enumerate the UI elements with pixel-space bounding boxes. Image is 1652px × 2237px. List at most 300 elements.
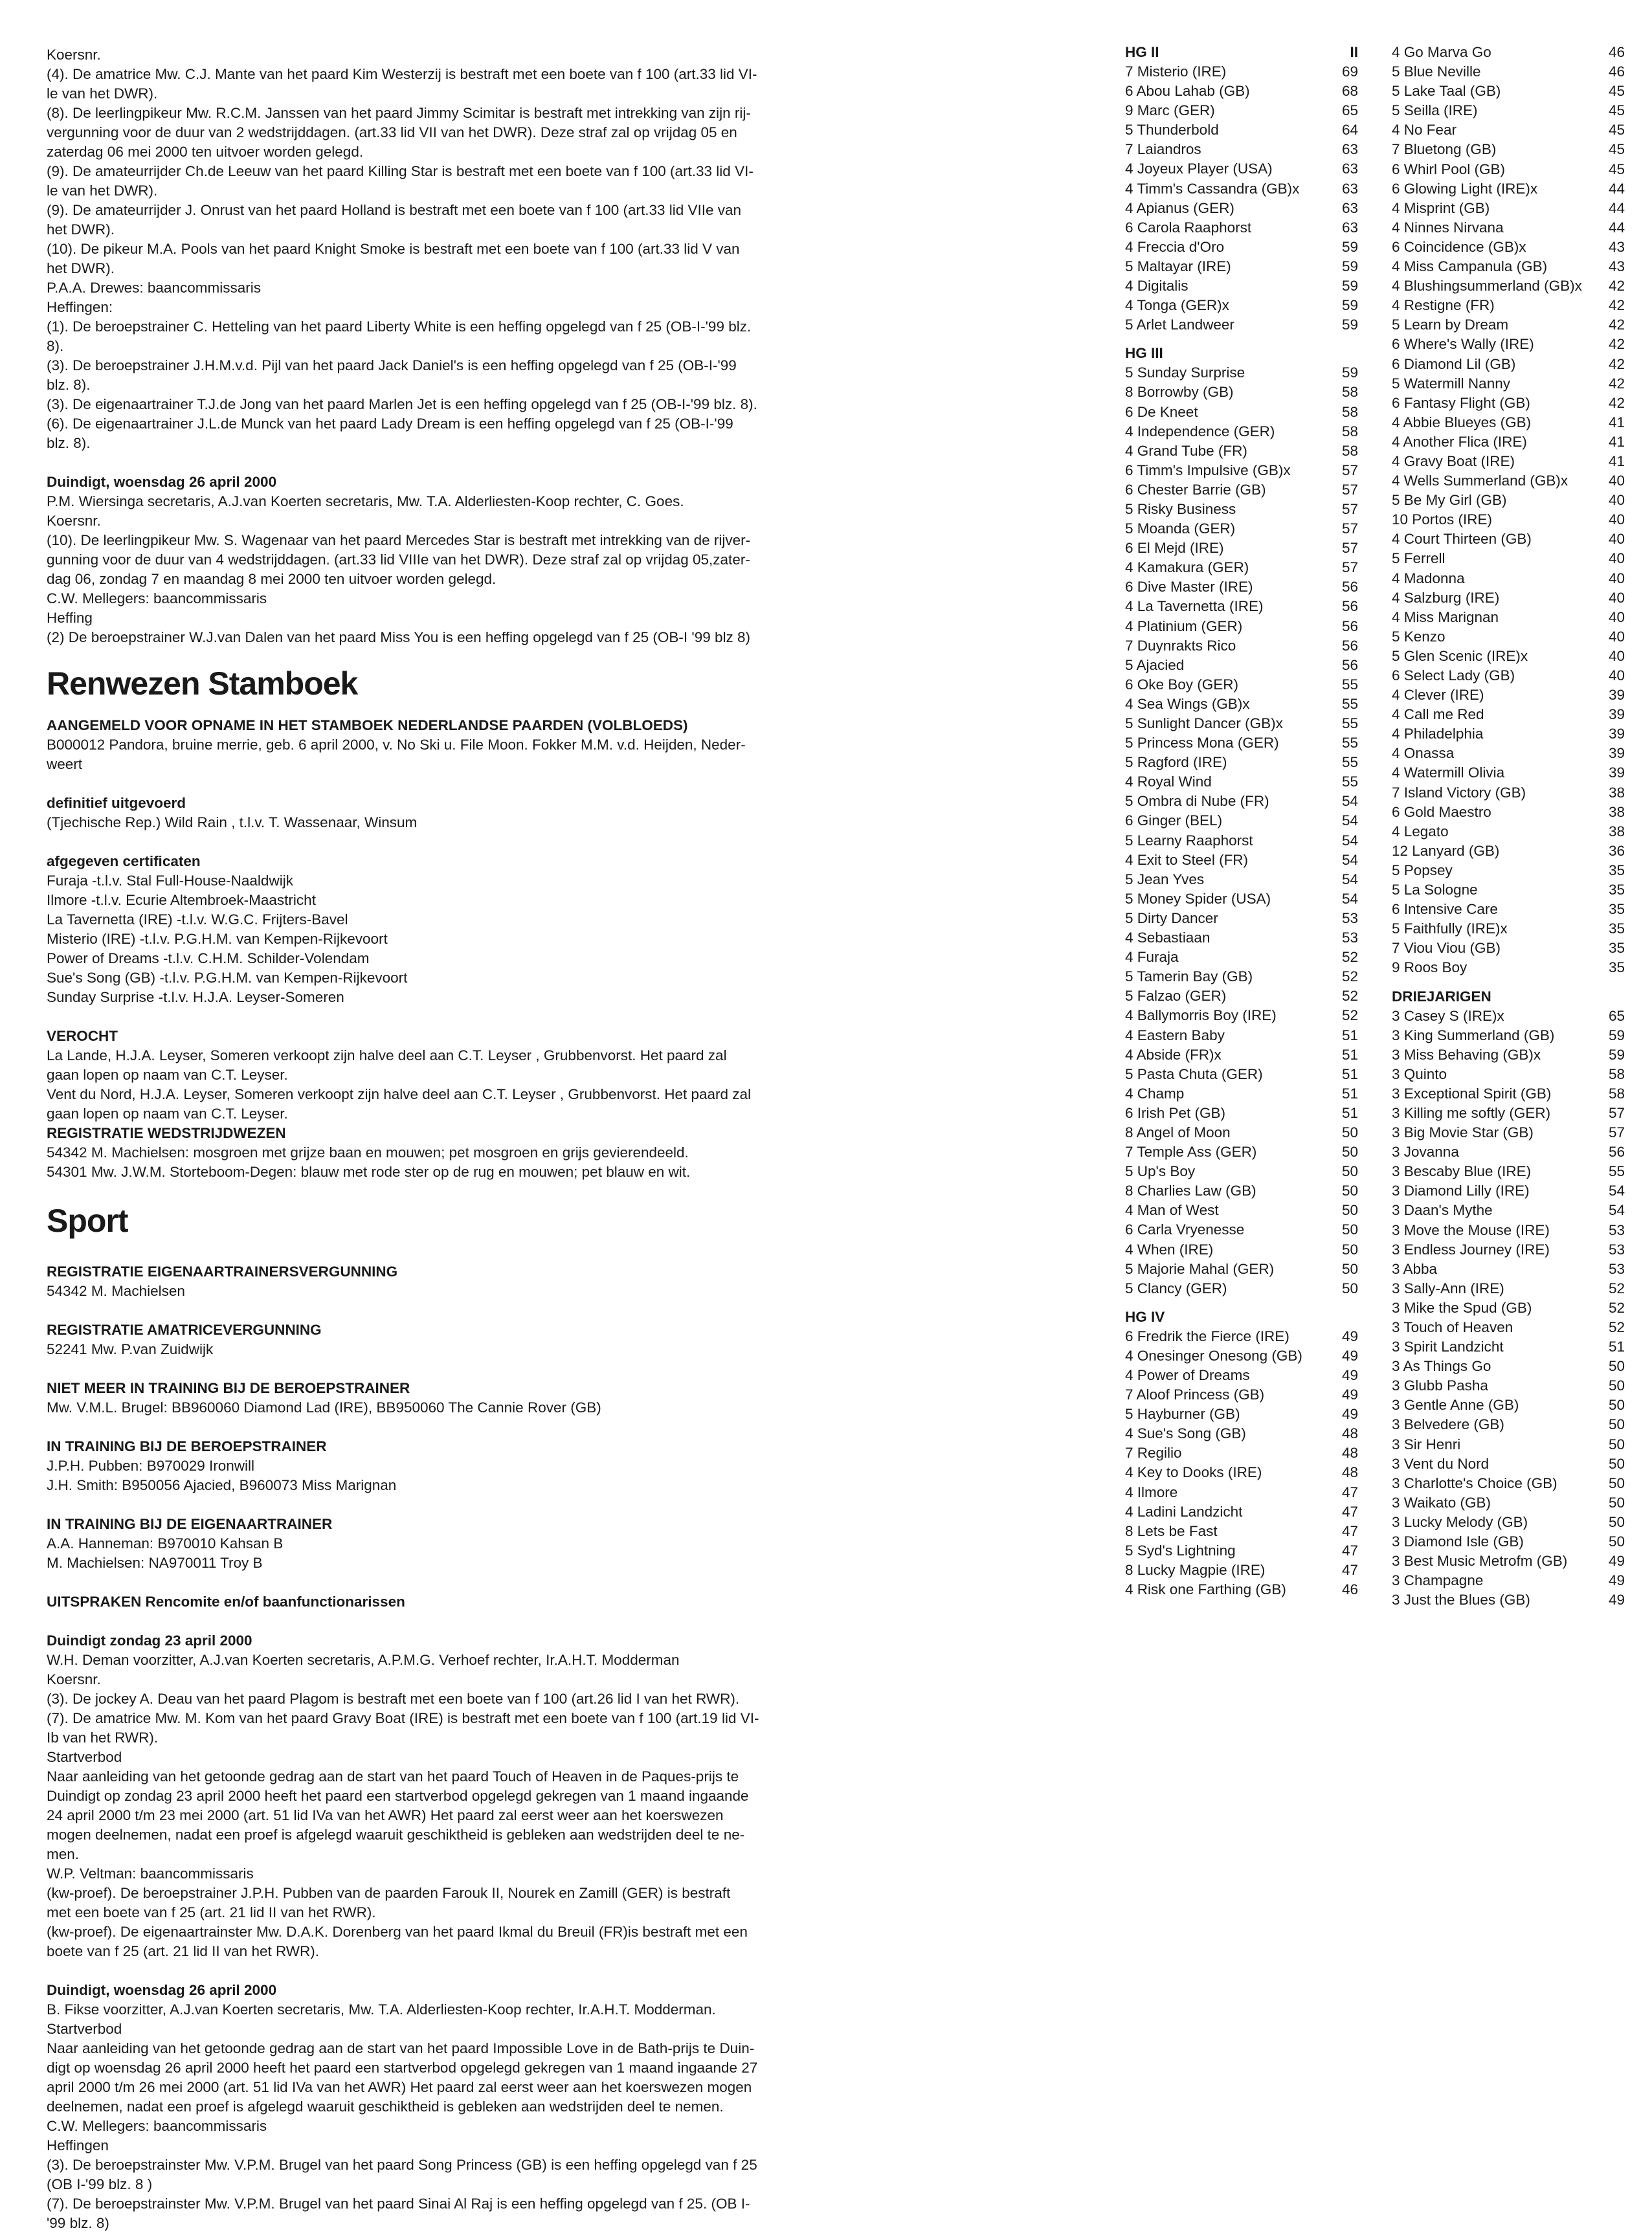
rating-row: [1392, 529, 1625, 549]
rating-row: [1125, 363, 1358, 383]
text-line: Sue's Song (GB) -t.l.v. P.G.H.M. van Kempen-Rijkevoort: [47, 970, 408, 986]
horse-name: 4 No Fear: [1392, 122, 1457, 139]
sport-block-line: 52241 Mw. P.van Zuidwijk: [47, 1341, 214, 1357]
horse-name: 8 Charlies Law (GB): [1125, 1183, 1256, 1199]
rating-row: [1125, 617, 1358, 636]
rating-row: [1392, 1435, 1625, 1454]
rating-row: [1392, 1201, 1625, 1220]
aangemeld-title: AANGEMELD VOOR OPNAME IN HET STAMBOEK NEDERLANDSE PAARDEN (VOLBLOEDS): [47, 717, 688, 733]
horse-name: 6 Chester Barrie (GB): [1125, 481, 1266, 498]
rating-value: 59: [1341, 278, 1358, 295]
text-line: digt op woensdag 26 april 2000 heeft het paard een startverbod opgelegd gekregen van 1 maand ingaande 27: [47, 2060, 758, 2076]
rating-value: 54: [1608, 1183, 1625, 1199]
left-column: [47, 45, 827, 2233]
spacer: [1125, 1298, 1358, 1308]
rating-row: [1125, 597, 1358, 616]
rating-value: 52: [1608, 1299, 1625, 1316]
horse-name: 4 Eastern Baby: [1125, 1027, 1225, 1043]
text-line: dag 06, zondag 7 en maandag 8 mei 2000 ten uitvoer worden gelegd.: [47, 571, 497, 587]
rating-value: 58: [1608, 1065, 1625, 1082]
horse-name: 4 Court Thirteen (GB): [1392, 531, 1532, 548]
horse-name: 4 Ninnes Nirvana: [1392, 219, 1504, 236]
definitief-text: [47, 813, 827, 832]
horse-name: 5 Syd's Lightning: [1125, 1542, 1236, 1559]
rating-row: [1125, 1220, 1358, 1240]
horse-name: 8 Borrowby (GB): [1125, 384, 1234, 401]
rating-value: 38: [1608, 823, 1625, 840]
text-line: deelnemen, nadat een proef is afgelegd waaruit geschiktheid is gebleken aan wedstrijden deel te nemen.: [47, 2098, 724, 2115]
rating-value: 40: [1608, 667, 1625, 684]
horse-name: 5 Arlet Landweer: [1125, 317, 1234, 333]
rating-value: 35: [1608, 882, 1625, 898]
rating-value: 49: [1341, 1367, 1358, 1383]
rating-value: 50: [1608, 1436, 1625, 1452]
rating-row: [1125, 889, 1358, 909]
rating-value: 57: [1608, 1104, 1625, 1121]
rating-row: [1392, 1532, 1625, 1552]
horse-name: 5 Popsey: [1392, 862, 1453, 878]
rating-row: [1392, 958, 1625, 977]
horse-name: 5 Ragford (IRE): [1125, 754, 1227, 771]
horse-name: 3 Spirit Landzicht: [1392, 1339, 1504, 1355]
text-line: (3). De eigenaartrainer T.J.de Jong van het paard Marlen Jet is een heffing opgelegd van f 25 (OB-I-'99 blz. 8).: [47, 396, 757, 412]
horse-name: 5 Dirty Dancer: [1125, 909, 1218, 926]
rating-row: [1125, 1201, 1358, 1220]
text-line: 8).: [47, 338, 64, 354]
spacer: [47, 1253, 827, 1262]
rating-value: 63: [1341, 141, 1358, 158]
rating-row: [1392, 608, 1625, 627]
rating-row: [1125, 1162, 1358, 1181]
text-line: gaan lopen op naam van C.T. Leyser.: [47, 1067, 288, 1083]
text-line: het DWR).: [47, 221, 115, 238]
text-line: blz. 8).: [47, 435, 91, 451]
rating-value: 49: [1341, 1347, 1358, 1364]
horse-name: 5 Falzao (GER): [1125, 988, 1227, 1005]
text-line: B. Fikse voorzitter, A.J.van Koerten secretaris, Mw. T.A. Alderliesten-Koop rechter, Ir.A.H.T. Modderman.: [47, 2001, 716, 2018]
rating-row: [1125, 1123, 1358, 1142]
rating-row: [1392, 1318, 1625, 1337]
rating-row: [1392, 1493, 1625, 1513]
text-line: La Tavernetta (IRE) -t.l.v. W.G.C. Frijters-Bavel: [47, 911, 348, 928]
rating-row: [1392, 861, 1625, 880]
rating-value: 52: [1608, 1319, 1625, 1335]
horse-name: 3 Just the Blues (GB): [1392, 1592, 1530, 1608]
rating-value: 53: [1608, 1260, 1625, 1277]
rating-row: [1125, 383, 1358, 402]
spacer: [47, 1961, 827, 1981]
horse-name: 3 Vent du Nord: [1392, 1455, 1490, 1472]
rating-value: 45: [1608, 122, 1625, 139]
rating-value: 40: [1608, 589, 1625, 606]
hg3-title: HG III: [1125, 345, 1163, 362]
rating-value: 43: [1608, 238, 1625, 255]
text-line: Startverbod: [47, 2021, 122, 2037]
rating-row: [1392, 1221, 1625, 1240]
rating-value: 50: [1341, 1202, 1358, 1219]
horse-name: 5 Money Spider (USA): [1125, 890, 1271, 907]
rating-row: [1125, 403, 1358, 422]
rating-row: [1125, 772, 1358, 792]
spacer: [47, 453, 827, 473]
text-line: (2) De beroepstrainer W.J.van Dalen van het paard Miss You is een heffing opgelegd van f 25 (OB-I '99 blz 8): [47, 629, 751, 645]
rating-row: [1125, 792, 1358, 811]
horse-name: 3 Abba: [1392, 1260, 1438, 1277]
horse-name: 5 Learn by Dream: [1392, 317, 1509, 333]
spacer: [47, 1495, 827, 1515]
horse-name: 3 King Summerland (GB): [1392, 1027, 1555, 1043]
rating-value: 40: [1608, 647, 1625, 664]
rating-value: 47: [1341, 1522, 1358, 1539]
definitief-title: definitief uitgevoerd: [47, 795, 186, 811]
horse-name: 5 Learny Raaphorst: [1125, 832, 1253, 849]
rating-row: [1125, 948, 1358, 967]
horse-name: 5 Risky Business: [1125, 500, 1236, 517]
horse-name: 4 Madonna: [1392, 570, 1465, 586]
horse-name: 7 Laiandros: [1125, 141, 1201, 158]
horse-name: 6 Ginger (BEL): [1125, 812, 1223, 829]
horse-name: 6 Glowing Light (IRE)x: [1392, 180, 1538, 197]
rating-row: [1392, 1415, 1625, 1434]
text-line: Naar aanleiding van het getoonde gedrag aan de start van het paard Touch of Heaven in de Paques-prijs te: [47, 1768, 739, 1785]
rating-row: [1392, 276, 1625, 296]
horse-name: 6 Gold Maestro: [1392, 803, 1491, 820]
rating-value: 47: [1341, 1484, 1358, 1500]
rating-value: 50: [1608, 1533, 1625, 1550]
horse-name: 5 Seilla (IRE): [1392, 102, 1478, 119]
rating-row: [1392, 1260, 1625, 1279]
text-line: Heffing: [47, 610, 93, 626]
rating-row: [1392, 1454, 1625, 1474]
rating-value: 50: [1608, 1475, 1625, 1491]
horse-name: 8 Lets be Fast: [1125, 1522, 1218, 1539]
horse-name: 6 Where's Wally (IRE): [1392, 336, 1534, 353]
text-line: Duindigt op zondag 23 april 2000 heeft het paard een startverbod opgelegd gekregen van 1 maand ingaande: [47, 1788, 749, 1804]
intro-text: [47, 45, 827, 453]
duindigt-26-april-title: Duindigt, woensdag 26 april 2000: [47, 474, 277, 490]
horse-name: 4 Legato: [1392, 823, 1449, 840]
rating-row: [1392, 627, 1625, 647]
horse-name: 3 Mike the Spud (GB): [1392, 1299, 1532, 1316]
duindigt-23-april-text: [47, 1651, 827, 1961]
aangemeld-text: [47, 735, 827, 774]
rating-row: [1392, 1571, 1625, 1590]
rating-row: [1392, 724, 1625, 744]
horse-name: 3 Best Music Metrofm (GB): [1392, 1553, 1568, 1570]
rating-value: 52: [1341, 949, 1358, 966]
rating-row: [1125, 179, 1358, 199]
text-line: men.: [47, 1846, 80, 1862]
horse-name: 5 Princess Mona (GER): [1125, 735, 1279, 751]
rating-value: 64: [1341, 122, 1358, 139]
horse-name: 4 Furaja: [1125, 949, 1179, 966]
rating-row: [1125, 1405, 1358, 1424]
horse-name: 5 Ombra di Nube (FR): [1125, 793, 1269, 810]
rating-value: 53: [1608, 1221, 1625, 1238]
rating-value: 50: [1608, 1494, 1625, 1511]
horse-name: 6 Coincidence (GB)x: [1392, 238, 1526, 255]
text-line: (6). De eigenaartrainer J.L.de Munck van het paard Lady Dream is een heffing opgelegd van f 25 (OB-I-'99: [47, 416, 733, 432]
rating-value: 35: [1608, 901, 1625, 918]
rating-row: [1125, 1240, 1358, 1260]
horse-name: 4 Exit to Steel (FR): [1125, 851, 1249, 868]
rating-value: 35: [1608, 940, 1625, 957]
horse-name: 3 Diamond Lilly (IRE): [1392, 1183, 1530, 1199]
registratie-wedstrijdwezen-title: REGISTRATIE WEDSTRIJDWEZEN: [47, 1125, 286, 1141]
text-line: W.P. Veltman: baancommissaris: [47, 1865, 254, 1882]
text-line: W.H. Deman voorzitter, A.J.van Koerten secretaris, A.P.M.G. Verhoef rechter, Ir.A.H.T. Modderman: [47, 1652, 680, 1668]
rating-value: 54: [1608, 1202, 1625, 1219]
driejarigen-list: [1392, 1007, 1625, 1610]
rating-row: [1125, 1443, 1358, 1463]
rating-row: [1125, 1084, 1358, 1104]
duindigt-23-april-title: Duindigt zondag 23 april 2000: [47, 1632, 252, 1649]
text-line: (3). De beroepstrainster Mw. V.P.M. Brugel van het paard Song Princess (GB) is een heffing opgelegd van f 25: [47, 2157, 757, 2173]
rating-value: 38: [1608, 803, 1625, 820]
rating-value: 57: [1341, 500, 1358, 517]
horse-name: 6 Carla Vryenesse: [1125, 1221, 1245, 1238]
text-line: (Tjechische Rep.) Wild Rain , t.l.v. T. Wassenaar, Winsum: [47, 814, 418, 830]
duindigt-26-april-sport-title: Duindigt, woensdag 26 april 2000: [47, 1982, 277, 1998]
horse-name: 4 Sebastiaan: [1125, 929, 1211, 946]
rating-row: [1392, 1474, 1625, 1493]
rating-value: 35: [1608, 862, 1625, 878]
horse-name: 5 Clancy (GER): [1125, 1280, 1227, 1297]
horse-name: 4 Champ: [1125, 1085, 1185, 1102]
horse-name: 9 Marc (GER): [1125, 102, 1215, 119]
rating-row: [1125, 257, 1358, 276]
rating-value: 57: [1341, 559, 1358, 576]
horse-name: 6 Dive Master (IRE): [1125, 579, 1253, 595]
rating-row: [1125, 1522, 1358, 1541]
rating-row: [1125, 1366, 1358, 1385]
rating-value: 50: [1341, 1144, 1358, 1161]
rating-value: 50: [1608, 1397, 1625, 1414]
sport-block-title: REGISTRATIE AMATRICEVERGUNNING: [47, 1322, 322, 1338]
rating-value: 44: [1608, 180, 1625, 197]
horse-name: 4 Philadelphia: [1392, 726, 1484, 742]
hg2-title: HG II: [1125, 44, 1159, 60]
horse-name: 6 Select Lady (GB): [1392, 667, 1515, 684]
rating-value: 50: [1608, 1377, 1625, 1394]
hg4-list: [1125, 1327, 1358, 1599]
horse-name: 3 As Things Go: [1392, 1358, 1491, 1375]
rating-row: [1392, 705, 1625, 724]
text-line: Misterio (IRE) -t.l.v. P.G.H.M. van Kempen-Rijkevoort: [47, 931, 388, 947]
rating-value: 63: [1341, 199, 1358, 216]
horse-name: 7 Duynrakts Rico: [1125, 637, 1236, 654]
rating-value: 45: [1608, 83, 1625, 100]
rating-row: [1125, 577, 1358, 597]
rating-value: 52: [1341, 1007, 1358, 1024]
rating-row: [1392, 82, 1625, 101]
text-line: (10). De leerlingpikeur Mw. S. Wagenaar van het paard Mercedes Star is bestraft met intrekking van de rijver-: [47, 532, 751, 548]
rating-value: 55: [1341, 695, 1358, 712]
rating-value: 40: [1608, 550, 1625, 567]
horse-name: 7 Misterio (IRE): [1125, 63, 1227, 80]
horse-name: 5 Faithfully (IRE)x: [1392, 920, 1508, 937]
horse-name: 3 Quinto: [1392, 1065, 1447, 1082]
horse-name: 4 Platinium (GER): [1125, 618, 1243, 634]
rating-row: [1392, 569, 1625, 588]
sport-block-title: NIET MEER IN TRAINING BIJ DE BEROEPSTRAINER: [47, 1380, 410, 1396]
text-line: met een boete van f 25 (art. 21 lid II van het RWR).: [47, 1904, 376, 1920]
rating-value: 50: [1608, 1416, 1625, 1433]
rating-value: 49: [1341, 1386, 1358, 1403]
duindigt-26-april-text: [47, 492, 827, 647]
rating-value: 50: [1341, 1221, 1358, 1238]
spacer: [1125, 335, 1358, 344]
horse-name: 4 Royal Wind: [1125, 773, 1212, 790]
rating-row: [1392, 1065, 1625, 1084]
text-line: (7). De amatrice Mw. M. Kom van het paard Gravy Boat (IRE) is bestraft met een boete van f 100 (art.19 lid VI-: [47, 1710, 759, 1726]
horse-name: 8 Angel of Moon: [1125, 1124, 1231, 1141]
rating-row: [1392, 1104, 1625, 1123]
text-line: blz. 8).: [47, 377, 91, 393]
rating-row: [1392, 315, 1625, 335]
horse-name: 5 Watermill Nanny: [1392, 375, 1510, 392]
rating-value: 57: [1341, 540, 1358, 557]
text-line: (OB I-'99 blz. 8 ): [47, 2176, 153, 2192]
rating-value: 40: [1608, 473, 1625, 489]
horse-name: 9 Roos Boy: [1392, 959, 1468, 976]
rating-value: 58: [1341, 403, 1358, 420]
rating-value: 51: [1608, 1339, 1625, 1355]
sport-block-title: IN TRAINING BIJ DE BEROEPSTRAINER: [47, 1438, 327, 1454]
rating-row: [1392, 296, 1625, 315]
text-line: 54301 Mw. J.W.M. Storteboom-Degen: blauw met rode ster op de rug en mouwen; pet blauw en wit.: [47, 1164, 691, 1180]
horse-name: 3 Daan's Mythe: [1392, 1202, 1493, 1219]
driejarigen-header: [1392, 987, 1625, 1007]
rating-row: [1125, 315, 1358, 335]
rating-row: [1125, 753, 1358, 772]
rating-row: [1392, 257, 1625, 276]
rating-row: [1392, 900, 1625, 919]
rating-value: 49: [1341, 1406, 1358, 1423]
rating-value: 57: [1608, 1124, 1625, 1141]
horse-name: 6 Abou Lahab (GB): [1125, 83, 1250, 100]
horse-name: 4 When (IRE): [1125, 1241, 1214, 1258]
hg3-list: [1125, 363, 1358, 1298]
rating-value: 39: [1608, 764, 1625, 781]
rating-value: 48: [1341, 1445, 1358, 1462]
rating-row: [1392, 1337, 1625, 1357]
rating-row: [1125, 1279, 1358, 1298]
horse-name: 7 Temple Ass (GER): [1125, 1144, 1257, 1161]
rating-row: [1125, 1026, 1358, 1045]
rating-value: 43: [1608, 258, 1625, 275]
horse-name: 10 Portos (IRE): [1392, 511, 1493, 528]
rating-row: [1125, 928, 1358, 948]
horse-name: 5 Blue Neville: [1392, 63, 1481, 80]
rating-value: 58: [1341, 423, 1358, 440]
ratings-column-1: [1125, 43, 1358, 1599]
rating-row: [1392, 432, 1625, 452]
horse-name: 4 Digitalis: [1125, 278, 1189, 295]
rating-value: 44: [1608, 199, 1625, 216]
horse-name: 4 Ilmore: [1125, 1484, 1178, 1500]
rating-row: [1392, 394, 1625, 413]
text-line: Koersnr.: [47, 513, 101, 529]
rating-value: 45: [1608, 141, 1625, 158]
rating-row: [1125, 1327, 1358, 1346]
rating-value: 48: [1341, 1425, 1358, 1442]
horse-name: 7 Regilio: [1125, 1445, 1182, 1462]
rating-value: 42: [1608, 394, 1625, 411]
rating-row: [1392, 1357, 1625, 1376]
horse-name: 5 Maltayar (IRE): [1125, 258, 1231, 274]
rating-row: [1392, 919, 1625, 939]
rating-row: [1392, 1162, 1625, 1181]
horse-name: 3 Move the Mouse (IRE): [1392, 1221, 1550, 1238]
horse-name: 4 Joyeux Player (USA): [1125, 161, 1273, 177]
horse-name: 3 Glubb Pasha: [1392, 1377, 1488, 1394]
rating-value: 56: [1341, 598, 1358, 615]
rating-row: [1125, 199, 1358, 218]
rating-row: [1125, 422, 1358, 441]
rating-row: [1125, 1142, 1358, 1162]
rating-row: [1392, 763, 1625, 783]
text-line: le van het DWR).: [47, 85, 158, 102]
text-line: (9). De amateurrijder Ch.de Leeuw van het paard Killing Star is bestraft met een boete van f 100 (art.33 lid VI-: [47, 163, 753, 179]
text-line: april 2000 t/m 26 mei 2000 (art. 51 lid IVa van het AWR) Het paard zal eerst weer aan het koerswezen mogen: [47, 2079, 752, 2095]
registratie-wedstrijdwezen-text: [47, 1143, 827, 1182]
rating-value: 39: [1608, 687, 1625, 704]
text-line: Koersnr.: [47, 1671, 101, 1687]
rating-row: [1125, 539, 1358, 558]
rating-row: [1392, 1142, 1625, 1162]
horse-name: 3 Charlotte's Choice (GB): [1392, 1475, 1557, 1491]
horse-name: 4 Sea Wings (GB)x: [1125, 695, 1250, 712]
rating-row: [1392, 491, 1625, 510]
rating-value: 56: [1341, 656, 1358, 673]
rating-value: 57: [1341, 462, 1358, 478]
rating-value: 42: [1608, 355, 1625, 372]
sport-blocks: [47, 1262, 827, 1592]
duindigt-26-april-sport-text: [47, 2000, 827, 2233]
rating-row: [1392, 647, 1625, 666]
horse-name: 4 Grand Tube (FR): [1125, 442, 1247, 459]
rating-value: 53: [1341, 929, 1358, 946]
horse-name: 4 Risk one Farthing (GB): [1125, 1581, 1286, 1598]
rating-row: [1125, 636, 1358, 656]
rating-value: 50: [1608, 1513, 1625, 1530]
horse-name: 4 Independence (GER): [1125, 423, 1275, 440]
rating-value: 51: [1341, 1104, 1358, 1121]
horse-name: 4 Misprint (GB): [1392, 199, 1490, 216]
rating-value: 42: [1608, 336, 1625, 353]
horse-name: 5 La Sologne: [1392, 882, 1478, 898]
horse-name: 3 Diamond Isle (GB): [1392, 1533, 1524, 1550]
rating-value: 45: [1608, 161, 1625, 177]
text-line: (4). De amatrice Mw. C.J. Mante van het paard Kim Westerzij is bestraft met een boete van f 100 (art.33 lid VI-: [47, 66, 757, 82]
text-line: gaan lopen op naam van C.T. Leyser.: [47, 1106, 288, 1122]
rating-value: 54: [1341, 890, 1358, 907]
rating-row: [1392, 238, 1625, 257]
horse-name: 4 La Tavernetta (IRE): [1125, 598, 1264, 615]
rating-value: 52: [1608, 1280, 1625, 1297]
rating-value: 57: [1341, 520, 1358, 537]
horse-name: 5 Thunderbold: [1125, 122, 1219, 139]
horse-name: 3 Exceptional Spirit (GB): [1392, 1085, 1552, 1102]
hg2-list: [1125, 62, 1358, 335]
rating-value: 50: [1341, 1241, 1358, 1258]
rating-value: 40: [1608, 628, 1625, 645]
rating-row: [1125, 238, 1358, 257]
rating-row: [1392, 1376, 1625, 1396]
sport-heading: Sport: [47, 1203, 128, 1239]
rating-value: 58: [1341, 442, 1358, 459]
